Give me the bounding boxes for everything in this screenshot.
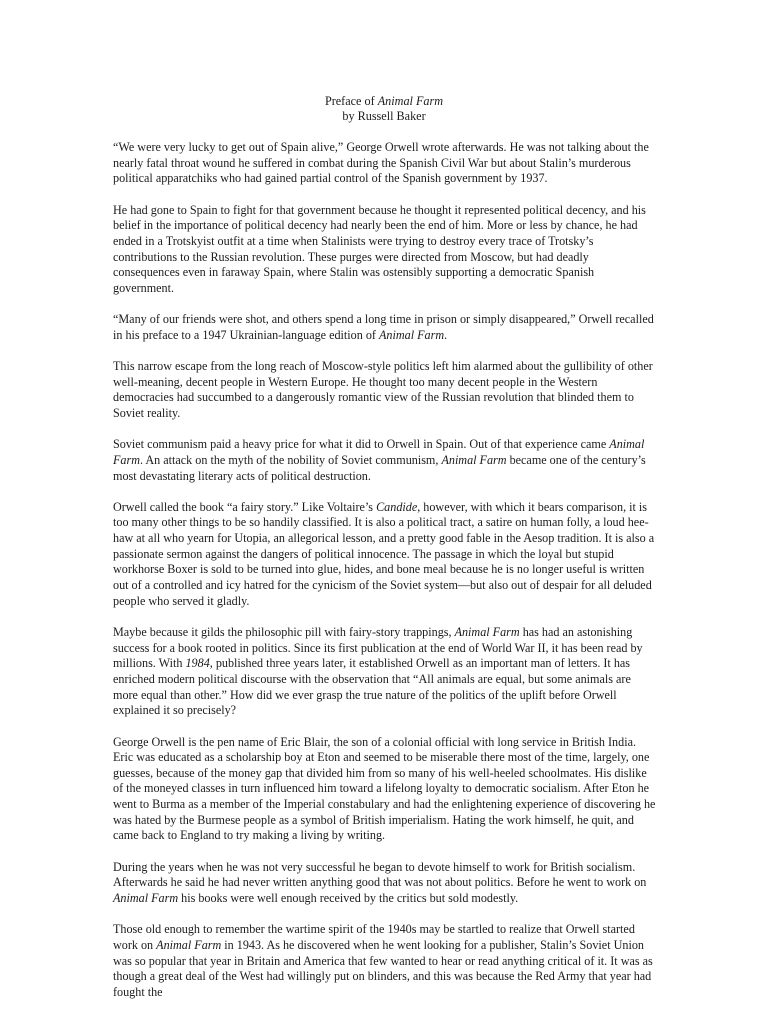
- paragraph: [113, 500, 657, 610]
- byline: by Russell Baker: [342, 109, 426, 123]
- body-text: [113, 140, 657, 1016]
- text-run: has had an astonishing success for a book rooted in politics. Since its first publication at the end of World War II, it has been read by millions. With: [113, 624, 643, 671]
- italic-text: Candide: [376, 499, 418, 514]
- title-block: [0, 94, 768, 124]
- paragraph: [113, 140, 657, 187]
- italic-text: Animal Farm: [379, 327, 445, 342]
- italic-text: 1984: [185, 656, 210, 671]
- text-run: “We were very lucky to get out of Spain alive,” George Orwell wrote afterwards. He was not talking about the nearly fatal throat wound he suffered in combat during the Spanish Civil War but about Stalin’s murderous political apparatchiks who had gained partial control of the Spanish government by 1937.: [113, 140, 649, 186]
- text-run: became one of the century’s most devastating literary acts of political destruction.: [113, 452, 646, 483]
- text-run: . An attack on the myth of the nobility of Soviet communism,: [139, 452, 442, 467]
- italic-text: Animal Farm: [441, 452, 507, 467]
- text-run: , however, with which it bears comparison, it is too many other things to be so handily classified. It is also a political tract, a satire on human folly, a loud hee-haw at all who yearn for Utopia, an allegorical lesson, and a pretty good fable in the Aesop tradition. It is also a passionate sermon against the dangers of political innocence. The passage in which the loyal but stupid workhorse Boxer is sold to be turned into glue, hides, and bone meal because he is no longer useful is written out of a controlled and icy hatred for the cynicism of the Soviet system—but also out of despair for all deluded people who served it gladly.: [113, 499, 655, 608]
- paragraph: [113, 860, 657, 907]
- paragraph: [113, 359, 657, 422]
- text-run: George Orwell is the pen name of Eric Blair, the son of a colonial official with long service in British India. Eric was educated as a scholarship boy at Eton and seemed to be miserable there most of the time, largely, one guesses, because of the money gap that divided him from so many of his well-heeled schoolmates. His dislike of the moneyed classes in turn influenced him toward a lifelong loyalty to democratic socialism. After Eton he went to Burma as a member of the Imperial constabulary and had the enlightening experience of discovering he was hated by the Burmese people as a symbol of British imperialism. Hating the work himself, he quit, and came back to England to try making a living by writing.: [113, 734, 656, 843]
- paragraph: [113, 735, 657, 845]
- italic-text: Animal Farm: [113, 891, 179, 905]
- text-run: his books were well enough received by the critics but sold modestly.: [178, 891, 519, 905]
- italic-text: Animal Farm: [454, 624, 520, 639]
- paragraph: [113, 922, 657, 1000]
- text-run: Soviet communism paid a heavy price for what it did to Orwell in Spain. Out of that experience came: [113, 437, 610, 452]
- italic-text: Animal Farm: [156, 937, 222, 952]
- paragraph: [113, 437, 657, 484]
- paragraph: [113, 203, 657, 297]
- italic-text: Animal Farm: [113, 437, 645, 467]
- book-title: Animal Farm: [377, 94, 444, 108]
- text-run: , published three years later, it established Orwell as an important man of letters. It has enriched modern political discourse with the observation that “All animals are equal, but some animals are more equal than other.” How did we ever grasp the true nature of the politics of the uplift before Orwell explained it so precisely?: [113, 656, 631, 718]
- preface-title: [0, 94, 768, 109]
- text-run: in 1943. As he discovered when he went looking for a publisher, Stalin’s Soviet Union was so popular that year in Britain and America that few wanted to hear or read anything critical of it. It was as though a great deal of the West had willingly put on blinders, and this was because the Red Army that year had fought the: [113, 937, 653, 999]
- text-run: “Many of our friends were shot, and others spend a long time in prison or simply disappeared,” Orwell recalled in his preface to a 1947 Ukrainian-language edition of: [113, 312, 654, 342]
- text-run: Those old enough to remember the wartime spirit of the 1940s may be startled to realize that Orwell started work on: [113, 922, 635, 952]
- paragraph: [113, 625, 657, 719]
- text-run: Orwell called the book “a fairy story.” Like Voltaire’s: [113, 499, 377, 514]
- text-run: This narrow escape from the long reach of Moscow-style politics left him alarmed about the gullibility of other well-meaning, decent people in Western Europe. He thought too many decent people in the Western democracies had succumbed to a dangerously romantic view of the Russian revolution that blinded them to Soviet reality.: [113, 359, 653, 420]
- text-run: Maybe because it gilds the philosophic pill with fairy-story trappings,: [113, 624, 455, 639]
- text-run: .: [444, 327, 448, 342]
- preface-prefix: Preface of: [324, 94, 378, 108]
- text-run: He had gone to Spain to fight for that government because he thought it represented political decency, and his belief in the importance of political decency had nearly been the end of him. More or less by chance, he had ended in a Trotskyist outfit at a time when Stalinists were trying to destroy every trace of Trotsky’s contributions to the Russian revolution. These purges were directed from Moscow, but had deadly consequences even in faraway Spain, where Stalin was ostensibly supporting a democratic Spanish government.: [113, 202, 646, 295]
- text-run: During the years when he was not very successful he began to devote himself to work for British socialism. Afterwards he said he had never written anything good that was not about politics. Before he went to work on: [113, 859, 647, 890]
- paragraph: [113, 312, 657, 343]
